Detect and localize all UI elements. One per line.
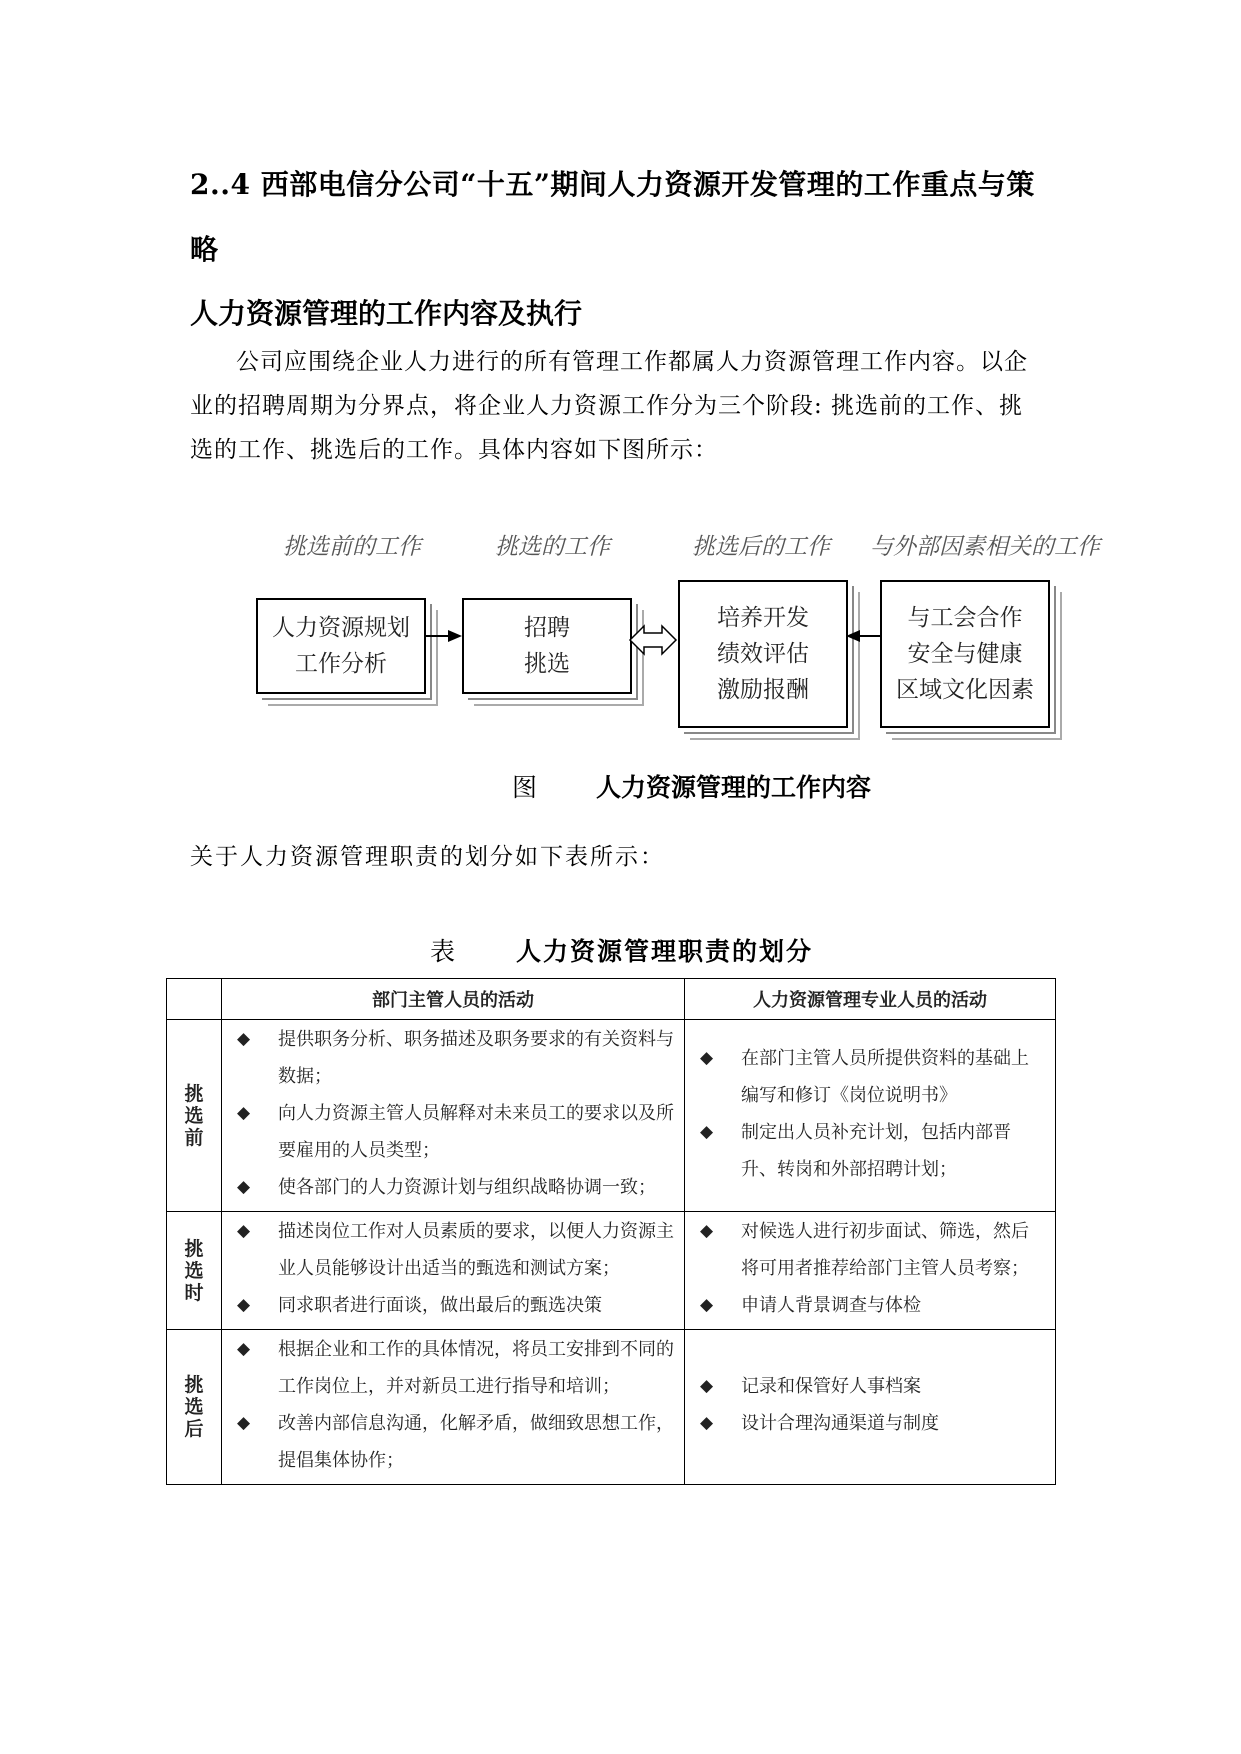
list-item: ◆ 制定出人员补充计划，包括内部晋升、转岗和外部招聘计划；: [694, 1114, 1046, 1188]
phase-label-pre: [167, 1020, 222, 1212]
arrow-left-icon: [846, 630, 880, 642]
hr-cell-during: [685, 1212, 1056, 1330]
table-header-row: [167, 979, 1056, 1020]
section-heading: 2..4 西部电信分公司“十五”期间人力资源开发管理的工作重点与策: [190, 168, 1035, 201]
box-development-line-2: 绩效评估: [717, 641, 809, 667]
phase-char: 挑: [184, 1374, 204, 1396]
phase-char: 后: [184, 1418, 204, 1440]
table-header-blank: [167, 979, 222, 1020]
subsection-heading: 人力资源管理的工作内容及执行: [190, 297, 583, 330]
phase-char: 选: [184, 1396, 204, 1418]
list-item: ◆ 根据企业和工作的具体情况，将员工安排到不同的工作岗位上，并对新员工进行指导和培训；: [231, 1331, 675, 1405]
table-caption-title: 人力资源管理职责的划分: [516, 937, 814, 966]
duty-table: [166, 978, 1056, 1485]
table-row-during: [167, 1212, 1056, 1330]
box-external-line-2: 安全与健康: [907, 641, 1023, 667]
box-development-line-3: 激励报酬: [717, 677, 809, 703]
box-planning-line-1: 人力资源规划: [272, 615, 410, 641]
list-item: ◆ 向人力资源主管人员解释对未来员工的要求以及所要雇用的人员类型；: [231, 1095, 675, 1169]
intro-line-3: 选的工作、挑选后的工作。具体内容如下图所示：: [190, 437, 718, 463]
list-item: ◆ 使各部门的人力资源计划与组织战略协调一致；: [231, 1169, 675, 1206]
phase-label-during: [167, 1212, 222, 1330]
list-item: ◆ 申请人背景调查与体检: [694, 1287, 1046, 1324]
list-item: ◆ 描述岗位工作对人员素质的要求，以便人力资源主业人员能够设计出适当的甄选和测试方案；: [231, 1213, 675, 1287]
phase-char: 选: [184, 1259, 204, 1282]
list-item: ◆ 提供职务分析、职务描述及职务要求的有关资料与数据；: [231, 1021, 675, 1095]
section-heading-continued: 略: [190, 233, 219, 266]
stage-label-external: 与外部因素相关的工作: [870, 534, 1100, 560]
table-row-post: [167, 1330, 1056, 1485]
table-row-pre: [167, 1020, 1056, 1212]
list-item: ◆ 同求职者进行面谈，做出最后的甄选决策: [231, 1287, 675, 1324]
stage-label-during: 挑选的工作: [495, 534, 610, 560]
intro-line-2: 业的招聘周期为分界点，将企业人力资源工作分为三个阶段: 挑选前的工作、挑: [190, 393, 1024, 419]
hr-cell-pre: [685, 1020, 1056, 1212]
dept-cell-pre: [222, 1020, 685, 1212]
box-recruit-line-1: 招聘: [524, 615, 570, 641]
dept-cell-post: [222, 1330, 685, 1485]
phase-char: 挑: [184, 1082, 204, 1105]
phase-label-post: [167, 1330, 222, 1485]
phase-char: 时: [184, 1281, 204, 1304]
table-header-dept: 部门主管人员的活动: [222, 979, 685, 1020]
box-planning-line-2: 工作分析: [295, 651, 387, 677]
diagram-arrows: [0, 0, 1241, 800]
figure-caption-title: 人力资源管理的工作内容: [596, 773, 872, 802]
stage-label-post: 挑选后的工作: [692, 534, 830, 560]
list-item: ◆ 记录和保管好人事档案: [694, 1368, 1046, 1405]
box-development-line-1: 培养开发: [717, 605, 809, 631]
dept-cell-during: [222, 1212, 685, 1330]
list-item: ◆ 对候选人进行初步面试、筛选，然后将可用者推荐给部门主管人员考察；: [694, 1213, 1046, 1287]
box-external-line-3: 区域文化因素: [896, 677, 1034, 703]
table-header-hr: 人力资源管理专业人员的活动: [685, 979, 1056, 1020]
hr-cell-post: [685, 1330, 1056, 1485]
stage-label-pre: 挑选前的工作: [283, 534, 421, 560]
box-external-line-1: 与工会合作: [907, 605, 1023, 631]
phase-char: 选: [184, 1104, 204, 1127]
table-intro: 关于人力资源管理职责的划分如下表所示：: [190, 844, 665, 870]
list-item: ◆ 改善内部信息沟通，化解矛盾，做细致思想工作，提倡集体协作；: [231, 1405, 675, 1479]
table-caption-prefix: 表: [430, 937, 456, 966]
arrow-right-icon: [424, 630, 462, 642]
phase-char: 挑: [184, 1237, 204, 1260]
list-item: ◆ 设计合理沟通渠道与制度: [694, 1405, 1046, 1442]
box-recruit-line-2: 挑选: [524, 651, 570, 677]
double-arrow-icon: [630, 626, 676, 654]
list-item: ◆ 在部门主管人员所提供资料的基础上编写和修订《岗位说明书》: [694, 1040, 1046, 1114]
figure-caption-prefix: 图: [512, 773, 538, 802]
phase-char: 前: [184, 1126, 204, 1149]
intro-line-1: 公司应围绕企业人力进行的所有管理工作都属人力资源管理工作内容。以企: [236, 349, 1028, 375]
